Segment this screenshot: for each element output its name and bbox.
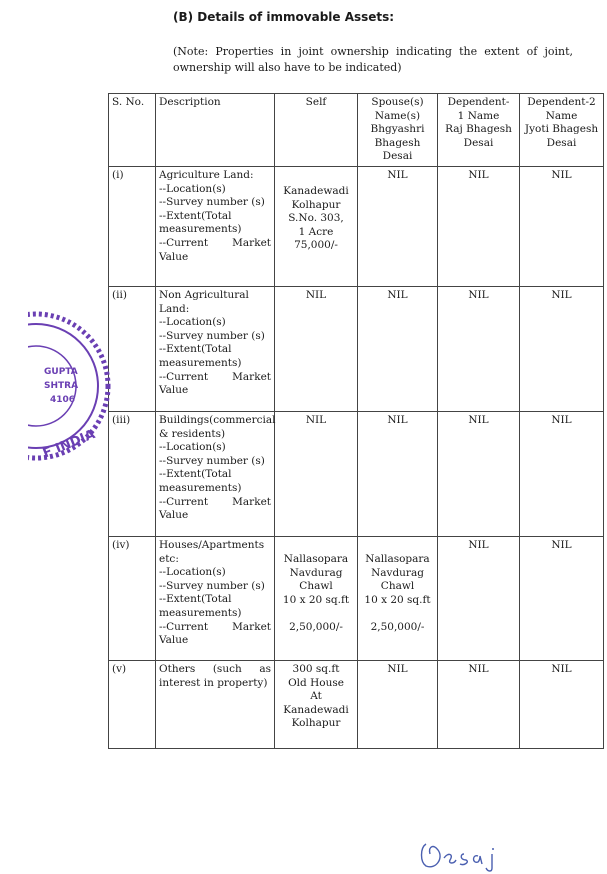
header-spouse: Spouse(s) Name(s) Bhgyashri Bhagesh Desai (358, 94, 438, 167)
row-dep2-value: NIL (520, 286, 604, 411)
row-sno: (v) (109, 660, 156, 748)
row-dep1-value: NIL (438, 660, 520, 748)
header-description: Description (156, 94, 275, 167)
row-self-value: Nallasopara Navdurag Chawl 10 x 20 sq.ft 2,50,000/- (275, 536, 358, 660)
table-row (109, 660, 604, 748)
row-dep2-value: NIL (520, 536, 604, 660)
row-sno: (iii) (109, 411, 156, 536)
header-dependent-1: Dependent- 1 Name Raj Bhagesh Desai (438, 94, 520, 167)
row-spouse-value: NIL (358, 286, 438, 411)
immovable-assets-table (108, 93, 604, 749)
row-description: Houses/Apartments etc: --Location(s) --Survey number (s) --Extent(Total measurements) --Current Market Value (156, 536, 275, 660)
header-dependent-2: Dependent-2 Name Jyoti Bhagesh Desai (520, 94, 604, 167)
row-sno: (i) (109, 166, 156, 286)
row-description: Others (such as interest in property) (156, 660, 275, 748)
row-self-value: 300 sq.ft Old House At Kanadewadi Kolhapur (275, 660, 358, 748)
row-self-value: NIL (275, 411, 358, 536)
row-description: Agriculture Land: --Location(s) --Survey number (s) --Extent(Total measurements) --Current Market Value (156, 166, 275, 286)
row-dep1-value: NIL (438, 536, 520, 660)
row-spouse-value: NIL (358, 166, 438, 286)
row-dep2-value: NIL (520, 411, 604, 536)
stamp-text: 4106 (50, 395, 76, 405)
section-heading: (B) Details of immovable Assets: (173, 10, 395, 24)
table-header-row (109, 94, 604, 167)
row-spouse-value: NIL (358, 411, 438, 536)
row-self-value: NIL (275, 286, 358, 411)
header-sno: S. No. (109, 94, 156, 167)
header-self: Self (275, 94, 358, 167)
stamp-text: GUPTA (44, 367, 78, 377)
row-sno: (ii) (109, 286, 156, 411)
official-stamp (28, 310, 116, 462)
row-spouse-value: NIL (358, 660, 438, 748)
table-row (109, 536, 604, 660)
row-description: Non Agricultural Land: --Location(s) --Survey number (s) --Extent(Total measurements) --Current Market Value (156, 286, 275, 411)
row-self-value: Kanadewadi Kolhapur S.No. 303, 1 Acre 75,000/- (275, 166, 358, 286)
row-description: Buildings(commercial & residents) --Location(s) --Survey number (s) --Extent(Total measurements) --Current Market Value (156, 411, 275, 536)
row-dep2-value: NIL (520, 660, 604, 748)
stamp-text: SHTRA (44, 381, 79, 391)
row-dep1-value: NIL (438, 411, 520, 536)
row-spouse-value: Nallasopara Navdurag Chawl 10 x 20 sq.ft 2,50,000/- (358, 536, 438, 660)
table-row (109, 166, 604, 286)
row-dep1-value: NIL (438, 286, 520, 411)
row-sno: (iv) (109, 536, 156, 660)
table-row (109, 286, 604, 411)
joint-ownership-note: (Note: Properties in joint ownership indicating the extent of joint, ownership will also have to be indicated) (173, 45, 573, 74)
signature (418, 838, 508, 872)
row-dep2-value: NIL (520, 166, 604, 286)
table-row (109, 411, 604, 536)
row-dep1-value: NIL (438, 166, 520, 286)
stamp-text: F INDIA (40, 427, 98, 462)
